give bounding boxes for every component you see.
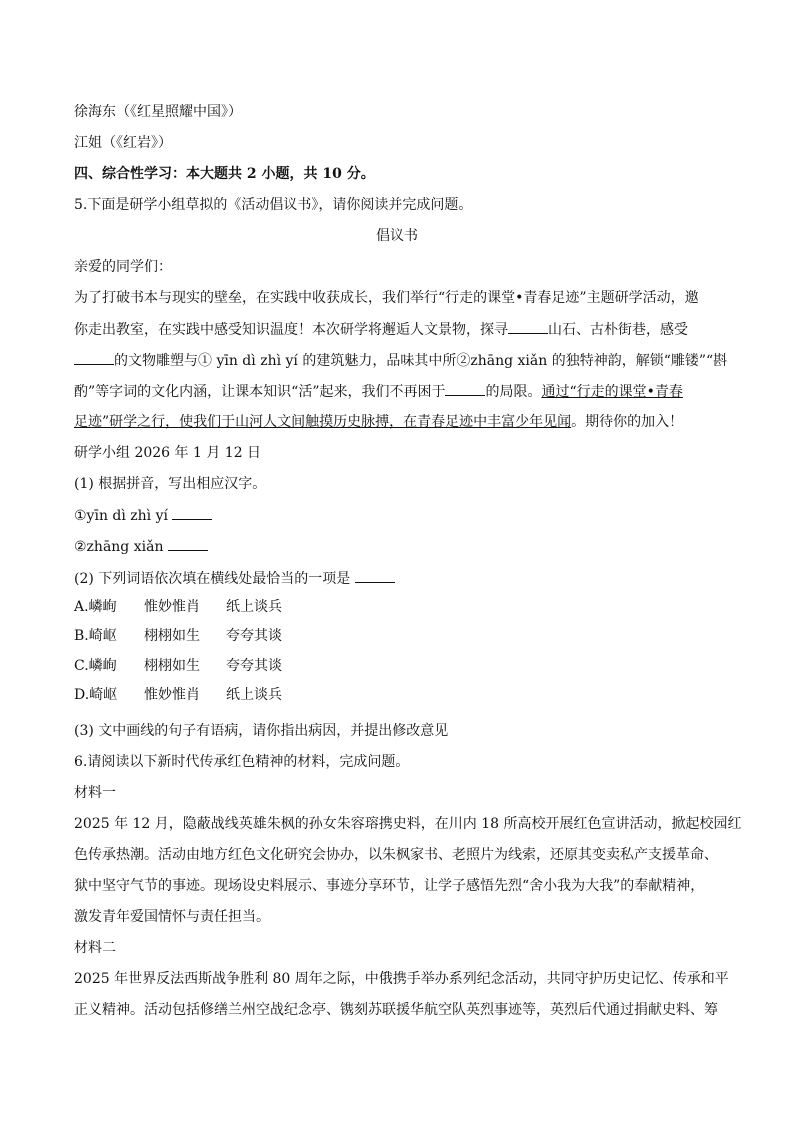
option-word: 纸上谈兵: [226, 599, 282, 615]
option-b: [74, 626, 282, 646]
signature-line: 研学小组 2026 年 1 月 12 日: [74, 445, 262, 461]
underlined-sentence: 足迹”研学之行，使我们于山河人文间触摸历史脉搏，在青春足迹中丰富少年见闻: [74, 414, 572, 430]
option-word: 惟妙惟肖: [144, 687, 200, 703]
sub-question-3: (3) 文中画线的句子有语病，请你指出病因，并提出修改意见: [74, 723, 449, 739]
material-1-line: 2025 年 12 月，隐蔽战线英雄朱枫的孙女朱容瑢携史料，在川内 18 所高校开展红色宣讲活动，掀起校园红: [74, 816, 742, 832]
option-word: 夸夸其谈: [226, 628, 282, 644]
text-line: 徐海东（《红星照耀中国》）: [74, 104, 242, 120]
material-1-line: 激发青年爱国情怀与责任担当。: [74, 909, 270, 925]
sub-question-1a: [74, 505, 212, 526]
greeting: 亲爱的同学们：: [74, 259, 172, 275]
proposal-line: [74, 381, 683, 402]
fill-blank: [74, 350, 114, 365]
material-1-heading: 材料一: [74, 785, 116, 801]
answer-blank: [172, 505, 212, 520]
sub-question-2: [74, 568, 395, 589]
option-d: [74, 685, 282, 705]
proposal-line: [74, 350, 727, 371]
material-1-line: 狱中坚守气节的事迹。现场设史料展示、事迹分享环节，让学子感悟先烈“舍小我为大我”的奉献精神，: [74, 878, 705, 894]
underlined-sentence: 通过“行走的课堂•青春: [541, 384, 683, 400]
section-heading: 四、综合性学习：本大题共 2 小题，共 10 分。: [74, 166, 375, 182]
option-label: A.嶙峋: [74, 599, 117, 615]
pinyin-label: ②zhāng xiǎn: [74, 539, 164, 555]
answer-blank: [355, 568, 395, 583]
text-segment: 的文物雕塑与① yīn dì zhì yí 的建筑魅力，品味其中所②zhāng xiǎn 的独特神韵，解锁“雕镂”“斟: [114, 353, 728, 369]
sub-question-1: (1) 根据拼音，写出相应汉字。: [74, 476, 267, 492]
material-2-line: 正义精神。活动包括修缮兰州空战纪念亭、镌刻苏联援华航空队英烈事迹等，英烈后代通过捐献史料、筹: [74, 1002, 718, 1018]
text-segment: 酌”等字词的文化内涵，让课本知识“活”起来，我们不再困于: [74, 384, 446, 400]
proposal-title: 倡议书: [376, 228, 418, 244]
fill-blank: [508, 319, 548, 334]
text-segment: 。期待你的加入！: [571, 414, 684, 430]
option-c: [74, 656, 282, 676]
text-segment: 山石、古朴街巷，感受: [548, 322, 688, 338]
proposal-line: [74, 319, 688, 340]
option-label: D.崎岖: [74, 687, 118, 703]
proposal-line: [74, 412, 683, 432]
option-label: C.嶙峋: [74, 658, 117, 674]
question-5: 5.下面是研学小组草拟的《活动倡议书》，请你阅读并完成问题。: [74, 197, 473, 213]
answer-blank: [168, 536, 208, 551]
option-a: [74, 597, 282, 617]
option-word: 栩栩如生: [144, 628, 200, 644]
option-word: 惟妙惟肖: [144, 599, 200, 615]
question-6: 6.请阅读以下新时代传承红色精神的材料，完成问题。: [74, 754, 410, 770]
text-line: 江姐（《红岩》）: [74, 135, 172, 151]
sub-question-1b: [74, 536, 208, 557]
option-word: 夸夸其谈: [226, 658, 282, 674]
option-word: 栩栩如生: [144, 658, 200, 674]
proposal-line: 为了打破书本与现实的壁垒，在实践中收获成长，我们举行“行走的课堂•青春足迹”主题研学活动，邀: [74, 290, 699, 306]
fill-blank: [445, 381, 485, 396]
text-segment: 你走出教室，在实践中感受知识温度！本次研学将邂逅人文景物，探寻: [74, 322, 508, 338]
material-1-line: 色传承热潮。活动由地方红色文化研究会协办，以朱枫家书、老照片为线索，还原其变卖私产支援革命、: [74, 847, 718, 863]
pinyin-label: ①yīn dì zhì yí: [74, 508, 169, 524]
text-segment: 的局限。: [485, 384, 542, 400]
text-segment: (2) 下列词语依次填在横线处最恰当的一项是: [74, 571, 351, 587]
material-2-line: 2025 年世界反法西斯战争胜利 80 周年之际，中俄携手举办系列纪念活动，共同守护历史记忆、传承和平: [74, 971, 729, 987]
material-2-heading: 材料二: [74, 940, 116, 956]
option-label: B.崎岖: [74, 628, 117, 644]
option-word: 纸上谈兵: [226, 687, 282, 703]
